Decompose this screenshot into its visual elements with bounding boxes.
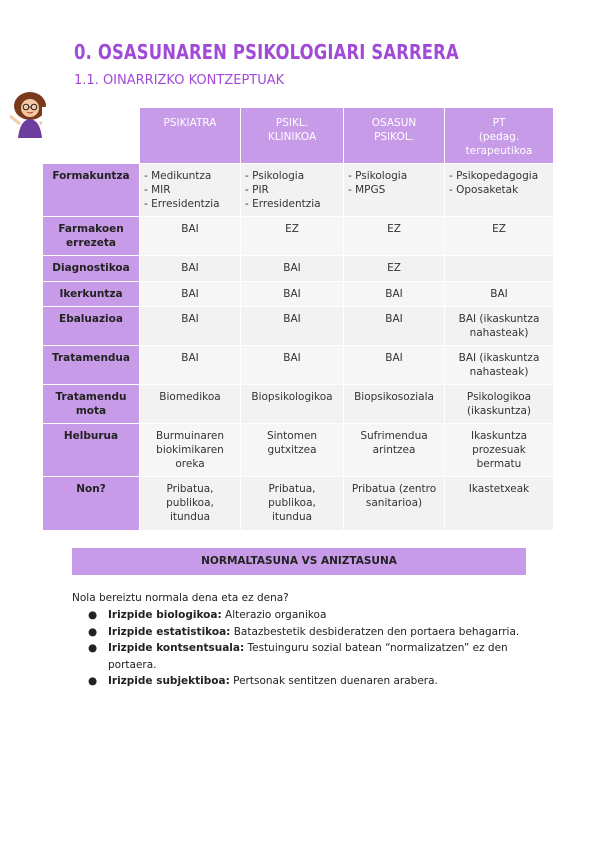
table-cell: Sufrimendua arintzea: [344, 424, 445, 477]
row-header: Diagnostikoa: [43, 256, 140, 282]
row-header: Ebaluazioa: [43, 307, 140, 346]
table-cell: Psikologikoa (ikaskuntza): [445, 385, 554, 424]
criteria-list: [88, 607, 538, 690]
table-cell: Sintomen gutxitzea: [241, 424, 344, 477]
table-row: [43, 282, 554, 307]
table-cell: Biopsikologikoa: [241, 385, 344, 424]
table-cell: BAI: [140, 346, 241, 385]
table-cell: Pribatua (zentro sanitarioa): [344, 477, 445, 531]
row-header: Tratamendu mota: [43, 385, 140, 424]
bullet-icon: ●: [88, 642, 98, 654]
criterion-text: Testuinguru sozial batean “normalizatzen” ez den portaera.: [108, 642, 508, 671]
table-cell: Burmuinaren biokimikaren oreka: [140, 424, 241, 477]
section-subtitle: 1.1. OINARRIZKO KONTZEPTUAK: [74, 73, 285, 88]
table-cell: EZ: [241, 217, 344, 256]
table-row: [43, 477, 554, 531]
criterion-label: Irizpide estatistikoa:: [108, 625, 231, 638]
col-header-pt: PT (pedag. terapeutikoa: [445, 108, 554, 164]
col-header-osasun-psikol: OSASUN PSIKOL.: [344, 108, 445, 164]
table-cell: EZ: [344, 256, 445, 282]
table-row: [43, 424, 554, 477]
row-header: Non?: [43, 477, 140, 531]
criterion-text: Pertsonak sentitzen duenaren arabera.: [229, 675, 438, 687]
bullet-icon: ●: [88, 625, 98, 638]
table-cell: BAI: [344, 282, 445, 307]
table-cell: Pribatua, publikoa, itundua: [140, 477, 241, 531]
criterion-text: Batazbestetik desbideratzen den portaera behagarria.: [230, 625, 520, 638]
col-header-psikiatra: PSIKIATRA: [140, 108, 241, 164]
table-cell: - Psikologia - MPGS: [344, 164, 445, 217]
list-item: [88, 607, 538, 624]
table-cell: BAI: [140, 307, 241, 346]
table-row: [43, 256, 554, 282]
criterion-text: Alterazio organikoa: [221, 609, 327, 621]
criterion-label: Irizpide subjektiboa:: [108, 675, 230, 687]
table-cell: BAI: [140, 256, 241, 282]
table-cell: Biomedikoa: [140, 385, 241, 424]
table-row: [43, 307, 554, 346]
bullet-icon: ●: [88, 675, 98, 687]
table-cell: BAI: [241, 256, 344, 282]
table-cell: - Medikuntza - MIR - Erresidentzia: [140, 164, 241, 217]
table-cell: EZ: [445, 217, 554, 256]
table-cell: BAI: [241, 282, 344, 307]
list-item: [88, 624, 538, 641]
table-cell: BAI: [344, 307, 445, 346]
criterion-label: Irizpide kontsentsuala:: [108, 642, 245, 654]
list-item: [88, 673, 538, 690]
table-cell: BAI: [241, 346, 344, 385]
table-cell: [445, 256, 554, 282]
table-cell: - Psikopedagogia - Oposaketak: [445, 164, 554, 217]
table-cell: Pribatua, publikoa, itundua: [241, 477, 344, 531]
table-cell: BAI: [445, 282, 554, 307]
page-title: 0. OSASUNAREN PSIKOLOGIARI SARRERA: [74, 40, 459, 64]
table-cell: BAI (ikaskuntza nahasteak): [445, 346, 554, 385]
row-header: Tratamendua: [43, 346, 140, 385]
section-banner: NORMALTASUNA VS ANIZTASUNA: [72, 548, 526, 575]
row-header: Farmakoen errezeta: [43, 217, 140, 256]
table-cell: Biopsikosoziala: [344, 385, 445, 424]
criterion-label: Irizpide biologikoa:: [108, 609, 222, 621]
table-cell: EZ: [344, 217, 445, 256]
concepts-table: [42, 107, 554, 531]
list-item: [88, 640, 538, 673]
table-cell: BAI: [344, 346, 445, 385]
table-cell: - Psikologia - PIR - Erresidentzia: [241, 164, 344, 217]
table-cell: BAI: [241, 307, 344, 346]
bullet-icon: ●: [88, 609, 98, 621]
table-corner: [43, 108, 140, 164]
question-text: Nola bereiztu normala dena eta ez dena?: [72, 592, 289, 604]
table-header-row: [43, 108, 554, 164]
row-header: Formakuntza: [43, 164, 140, 217]
table-cell: Ikaskuntza prozesuak bermatu: [445, 424, 554, 477]
table-cell: BAI: [140, 217, 241, 256]
col-header-psikl-klinikoa: PSIKL. KLINIKOA: [241, 108, 344, 164]
table-row: [43, 385, 554, 424]
table-cell: BAI: [140, 282, 241, 307]
table-row: [43, 217, 554, 256]
row-header: Helburua: [43, 424, 140, 477]
table-row: [43, 346, 554, 385]
row-header: Ikerkuntza: [43, 282, 140, 307]
table-row: [43, 164, 554, 217]
table-cell: Ikastetxeak: [445, 477, 554, 531]
table-cell: BAI (ikaskuntza nahasteak): [445, 307, 554, 346]
